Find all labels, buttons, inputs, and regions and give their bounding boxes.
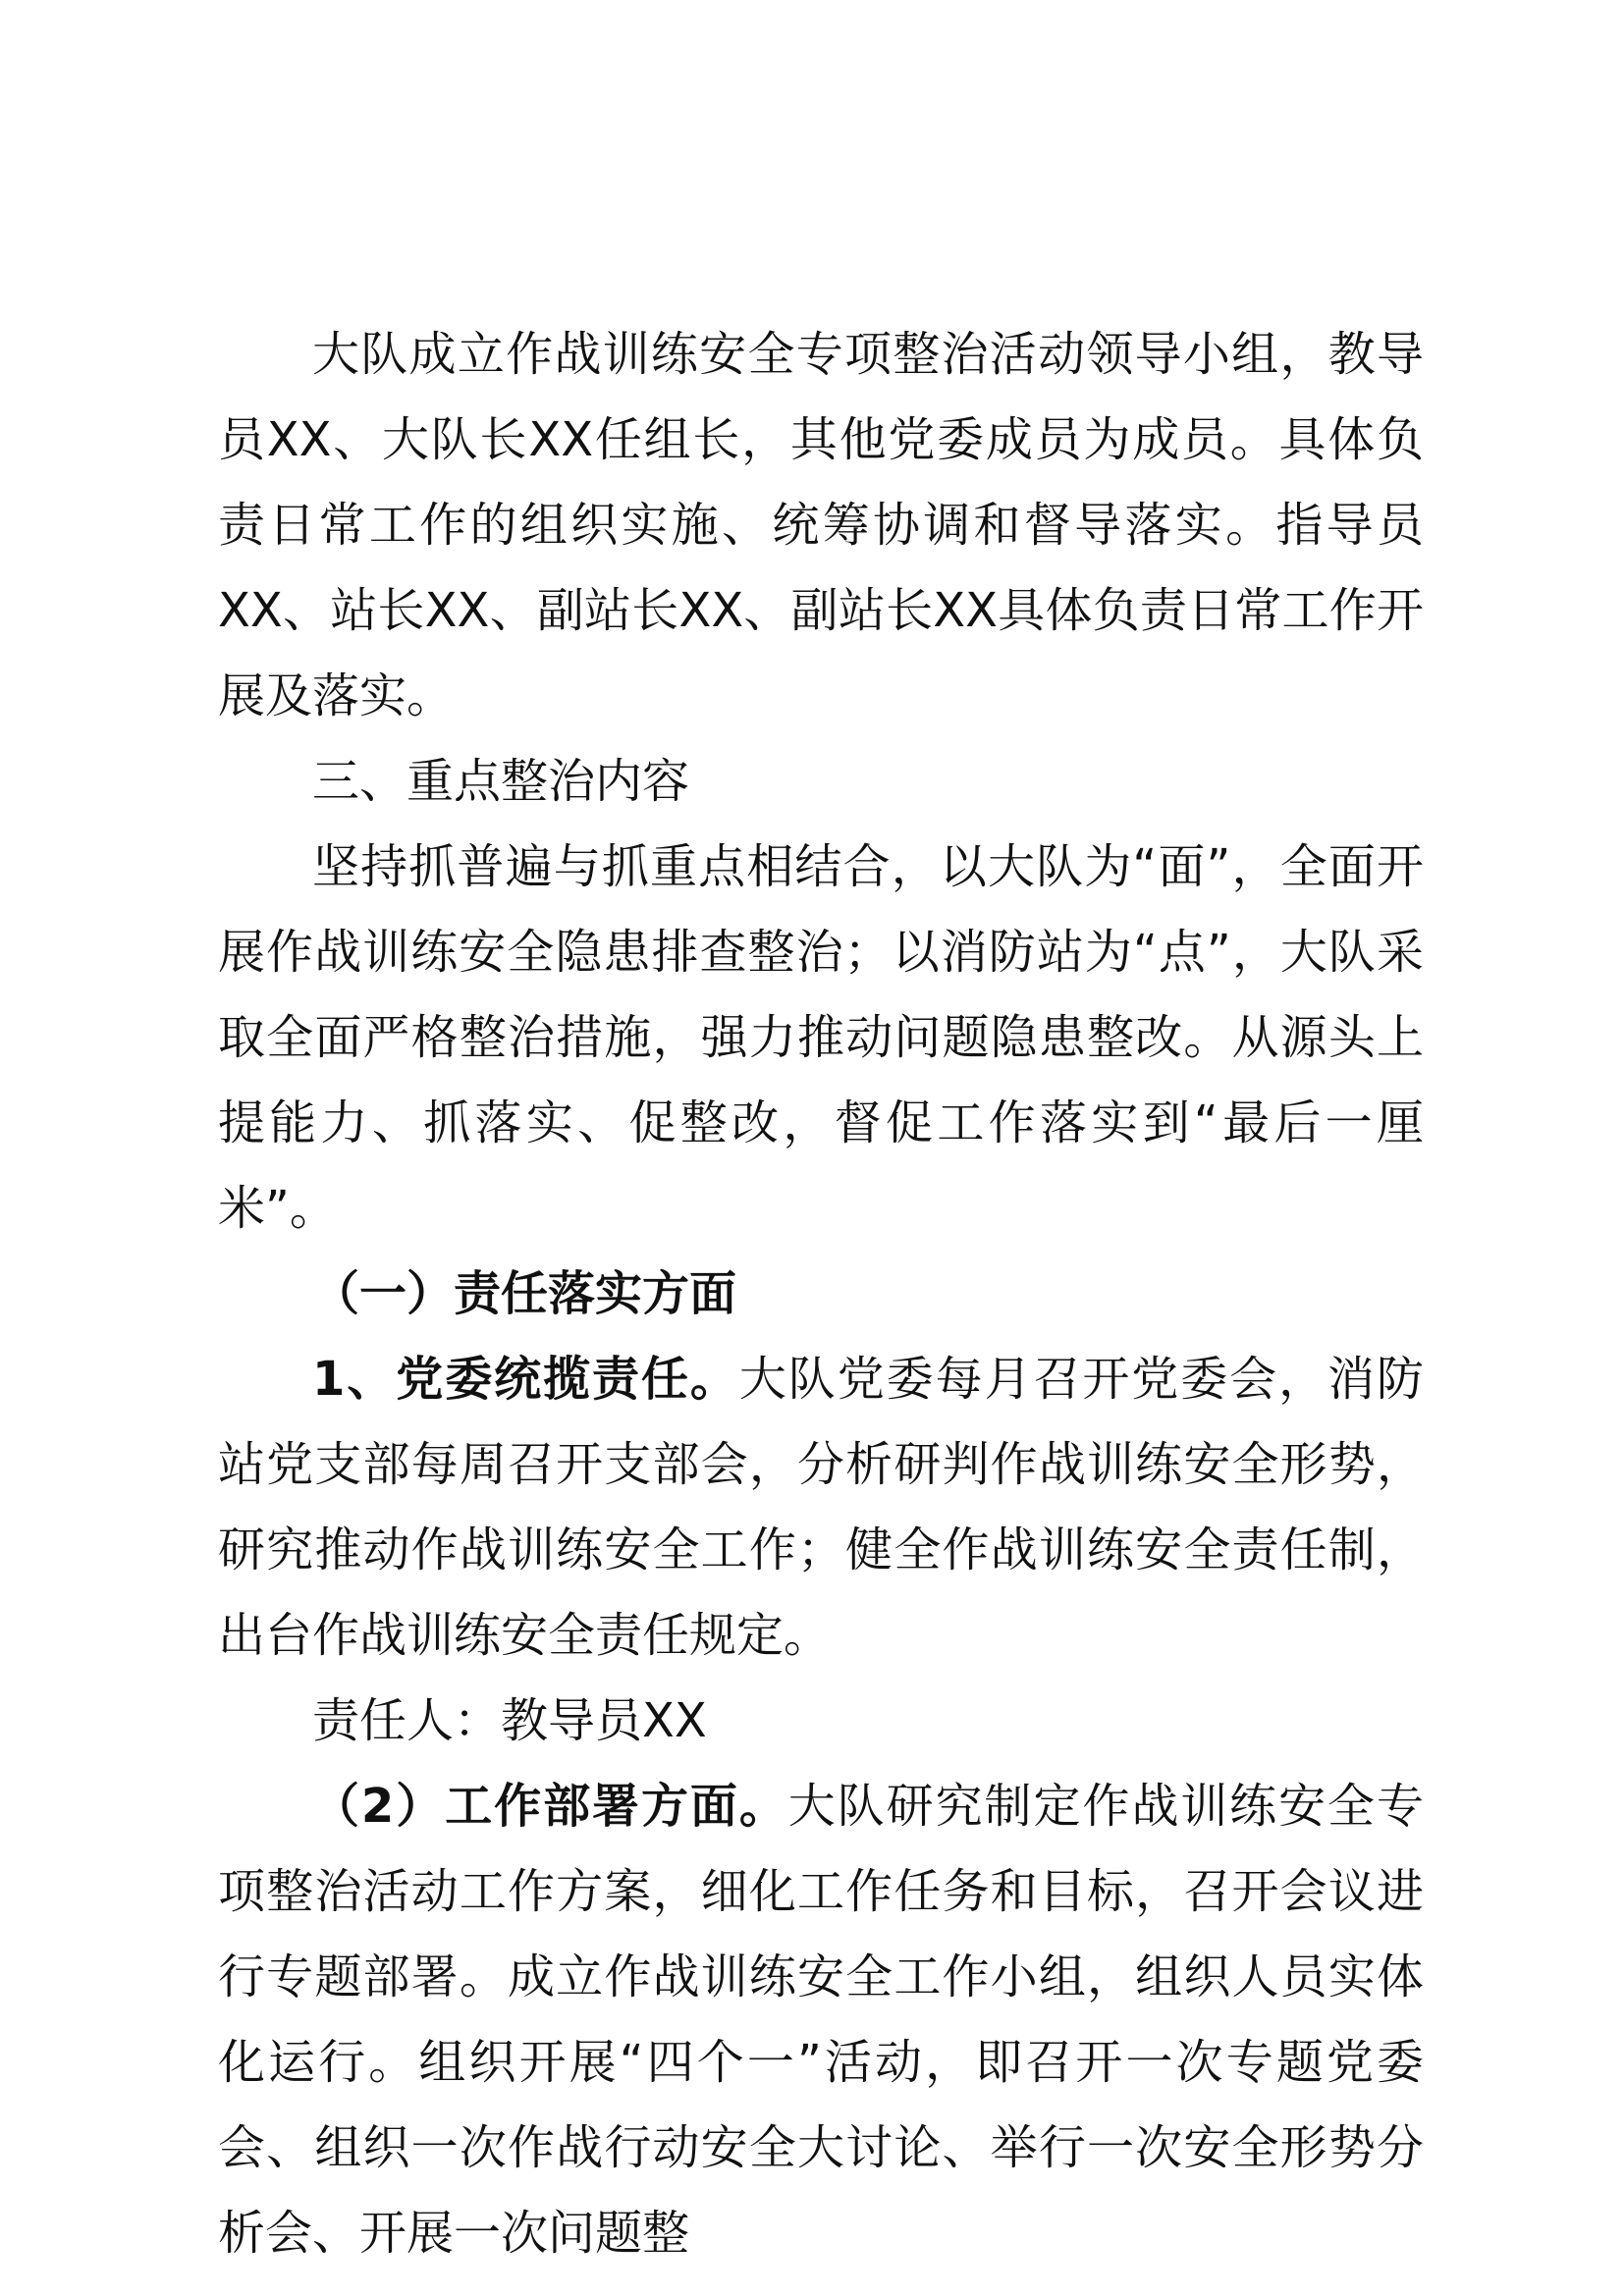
section-heading-key-rectification: 三、重点整治内容 xyxy=(312,754,690,809)
paragraph-leadership-group: 大队成立作战训练安全专项整治活动领导小组，教导员XX、大队长XX任组长，其他党委成员为成员。具体负责日常工作的组织实施、统筹协调和督导落实。指导员XX、站长XX、副站长XX、副站长XX具体负责日常工作开展及落实。 xyxy=(218,327,1424,723)
paragraph-item-1 xyxy=(218,1337,1424,1679)
paragraph-item-2 xyxy=(218,1764,1424,2276)
paragraph-responsible-person: 责任人：教导员XX xyxy=(312,1693,707,1748)
item-1-lead: 1、党委统揽责任。 xyxy=(312,1352,739,1407)
item-1-body: 大队党委每月召开党委会，消防站党支部每周召开支部会，分析研判作战训练安全形势，研究推动作战训练安全工作；健全作战训练安全责任制，出台作战训练安全责任规定。 xyxy=(218,1352,1424,1663)
item-2-lead: （2）工作部署方面。 xyxy=(312,1779,788,1834)
document-body xyxy=(218,312,1424,2276)
item-2-body: 大队研究制定作战训练安全专项整治活动工作方案，细化工作任务和目标，召开会议进行专题部署。成立作战训练安全工作小组，组织人员实体化运行。组织开展“四个一”活动，即召开一次专题党委会、组织一次作战行动安全大讨论、举行一次安全形势分析会、开展一次问题整 xyxy=(218,1779,1424,2261)
subsection-heading-responsibility: （一）责任落实方面 xyxy=(312,1266,737,1321)
paragraph-approach: 坚持抓普遍与抓重点相结合，以大队为“面”，全面开展作战训练安全隐患排查整治；以消防站为“点”，大队采取全面严格整治措施，强力推动问题隐患整改。从源头上提能力、抓落实、促整改，督促工作落实到“最后一厘米”。 xyxy=(218,839,1424,1236)
